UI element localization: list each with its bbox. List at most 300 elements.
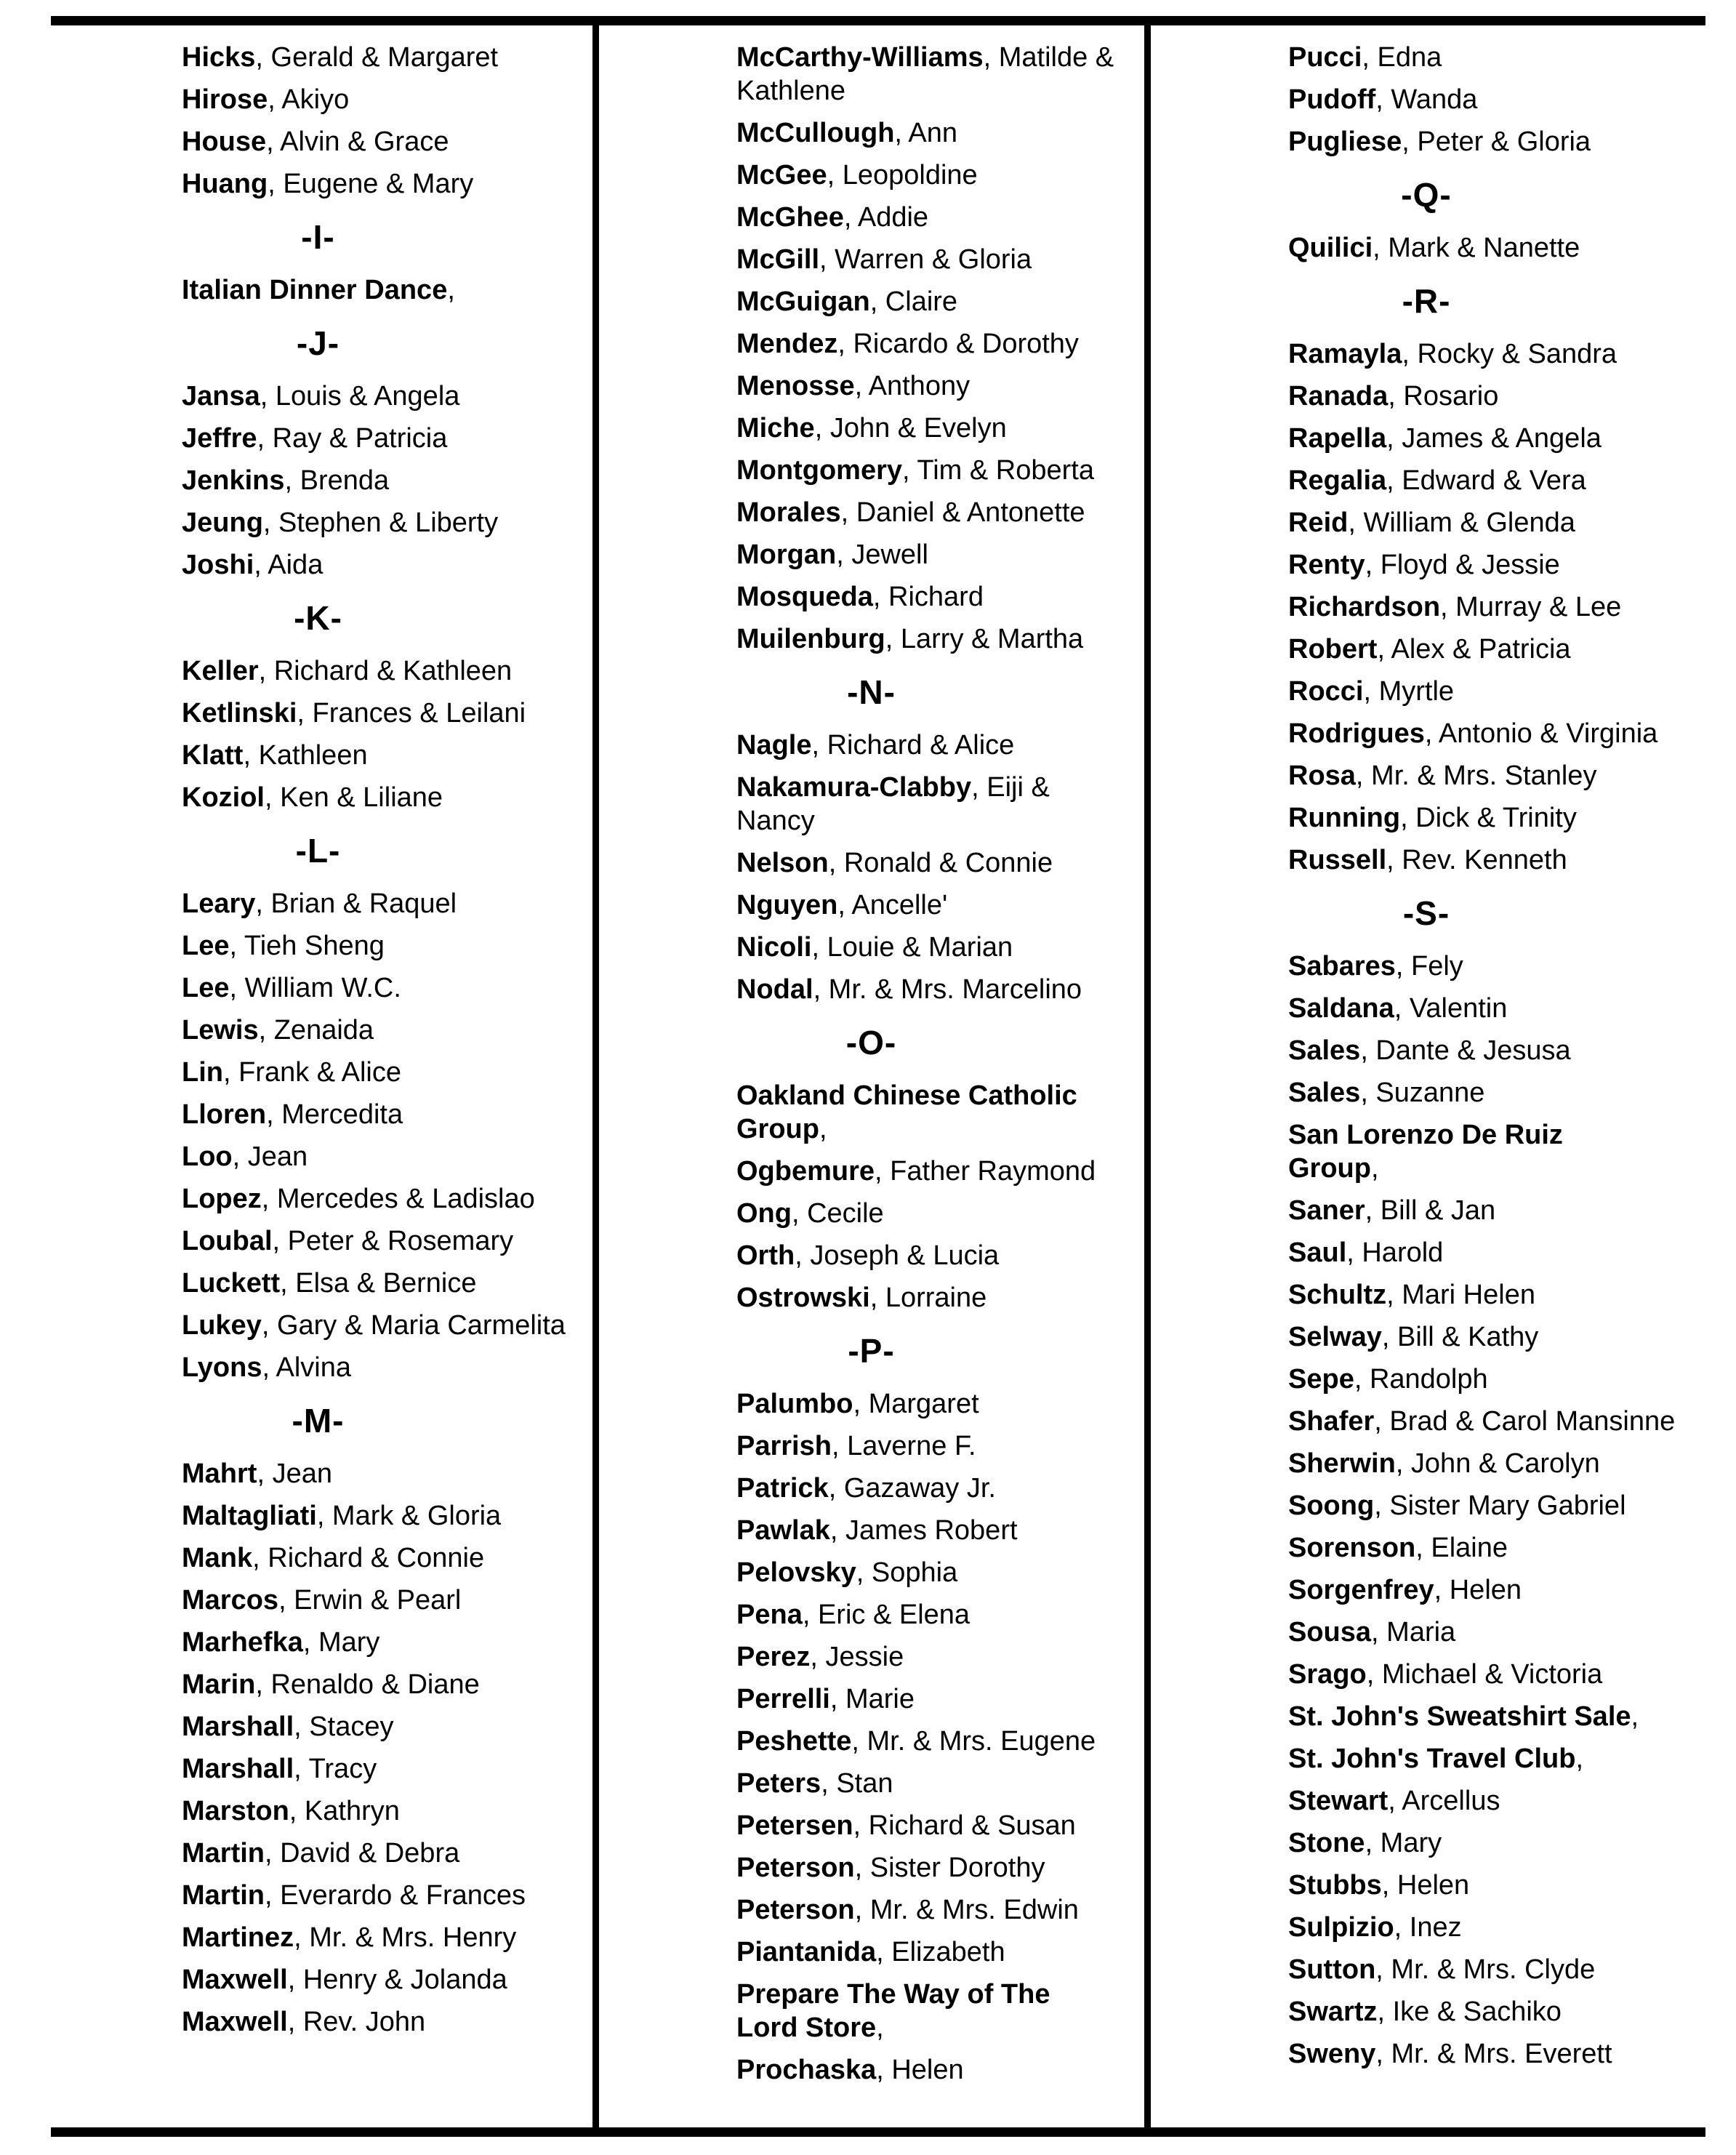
entry-surname: Lin [182, 1057, 223, 1088]
entry-surname: McGhee [736, 202, 844, 233]
directory-entry [44, 887, 592, 920]
entry-first-names: , Gazaway Jr. [828, 1473, 996, 1504]
entry-line [736, 2053, 1144, 2087]
entry-first-names: , Harold [1346, 1237, 1444, 1268]
entry-first-names: , Richard & Connie [252, 1543, 485, 1573]
entry-first-names-wrap: Kathlene [736, 76, 846, 106]
directory-entry [44, 464, 592, 497]
entry-first-names: , Father Raymond [875, 1156, 1096, 1187]
entry-surname: Sousa [1288, 1617, 1372, 1648]
directory-entry [598, 1640, 1144, 1674]
directory-entry [598, 1472, 1144, 1505]
entry-first-names: , Richard & Kathleen [258, 656, 513, 686]
entry-first-names: , Ken & Liliane [264, 782, 443, 813]
entry-first-names: , Edna [1362, 42, 1442, 73]
entry-surname: Nagle [736, 730, 812, 761]
entry-line [736, 116, 1144, 150]
directory-entry [598, 1767, 1144, 1800]
entry-line [736, 1851, 1144, 1885]
entry-surname: Sales [1288, 1078, 1361, 1108]
entry-line [182, 1267, 592, 1300]
directory-entry [598, 580, 1144, 614]
entry-line [1288, 1278, 1703, 1312]
entry-first-names: , Tieh Sheng [229, 931, 385, 961]
entry-surname: Pawlak [736, 1515, 830, 1546]
entry-first-names: , Gerald & Margaret [255, 42, 499, 73]
entry-surname: Nodal [736, 974, 813, 1005]
entry-first-names: , Mary [1365, 1828, 1442, 1858]
entry-first-names: , Mr. & Mrs. Eugene [851, 1726, 1096, 1757]
entry-surname: Palumbo [736, 1389, 853, 1419]
entry-surname: Peterson [736, 1895, 855, 1925]
directory-entry [598, 846, 1144, 880]
entry-first-names: , Kathleen [243, 740, 368, 771]
entry-surname: Perrelli [736, 1684, 830, 1714]
directory-entry [598, 369, 1144, 403]
entry-line [736, 1239, 1144, 1272]
entry-first-names: , Inez [1394, 1912, 1462, 1943]
entry-line [182, 1626, 592, 1659]
entry-line [1288, 590, 1703, 624]
entry-line [1288, 843, 1703, 877]
entry-first-names: , Leopoldine [827, 160, 978, 190]
directory-entry [1150, 1363, 1703, 1396]
entry-line [736, 538, 1144, 571]
entry-surname: Huang [182, 169, 268, 199]
directory-entry [598, 1387, 1144, 1421]
directory-entry [1150, 464, 1703, 497]
entry-surname: Maxwell [182, 1965, 288, 1995]
entry-first-names: , Laverne F. [831, 1431, 976, 1461]
directory-entry [44, 1837, 592, 1870]
entry-surname: Sutton [1288, 1954, 1376, 1985]
entry-first-names: , Sophia [856, 1557, 958, 1588]
entry-line [182, 1584, 592, 1617]
entry-line [1288, 1616, 1703, 1649]
directory-entry [44, 1710, 592, 1743]
entry-surname: Martin [182, 1880, 265, 1911]
directory-entry [1150, 1573, 1703, 1607]
entry-line [1288, 717, 1703, 750]
entry-surname: Loo [182, 1141, 233, 1172]
directory-entry [598, 771, 1144, 838]
entry-first-names: , Fely [1395, 951, 1463, 982]
entry-line [182, 781, 592, 814]
entry-surname: Hirose [182, 84, 268, 115]
directory-entry [598, 1851, 1144, 1885]
directory-entry [598, 285, 1144, 318]
entry-surname: Sulpizio [1288, 1912, 1394, 1943]
entry-surname: Perez [736, 1642, 811, 1672]
group-entry [1150, 1118, 1703, 1185]
directory-entry [598, 931, 1144, 964]
entry-line [1288, 1447, 1703, 1480]
entry-surname: Srago [1288, 1659, 1367, 1690]
entry-line [1288, 1573, 1703, 1607]
directory-entry [1150, 1034, 1703, 1067]
entry-surname: Lewis [182, 1015, 259, 1046]
entry-surname: Joshi [182, 550, 254, 580]
entry-surname: Maltagliati [182, 1501, 317, 1531]
entry-surname: Hicks [182, 42, 256, 73]
entry-first-names: , Alvina [262, 1352, 352, 1383]
entry-surname: Selway [1288, 1322, 1382, 1352]
entry-first-names: , Rocky & Sandra [1402, 339, 1618, 369]
directory-entry [44, 1584, 592, 1617]
entry-line [736, 454, 1144, 487]
group-name-line: St. John's Sweatshirt Sale, [1288, 1701, 1639, 1732]
entry-surname: Miche [736, 413, 815, 444]
directory-entry [598, 1682, 1144, 1716]
entry-first-names: , Elizabeth [876, 1937, 1005, 1967]
entry-first-names: , Stephen & Liberty [262, 507, 499, 538]
entry-first-names: , Ray & Patricia [257, 423, 448, 454]
entry-first-names: , Dante & Jesusa [1360, 1035, 1571, 1066]
entry-surname: Nelson [736, 848, 829, 878]
directory-entry [44, 971, 592, 1005]
directory-entry [44, 1668, 592, 1701]
entry-surname: Saner [1288, 1195, 1365, 1226]
entry-line [1288, 992, 1703, 1025]
directory-entry [1150, 83, 1703, 116]
entry-line [182, 41, 592, 74]
entry-first-names: , Anthony [854, 371, 971, 401]
entry-surname: Nguyen [736, 890, 838, 920]
entry-first-names: , Ancelle' [837, 890, 948, 920]
entry-first-names: , Mr. & Mrs. Everett [1375, 2039, 1612, 2069]
entry-first-names: , Gary & Maria Carmelita [261, 1310, 566, 1341]
directory-entry [598, 538, 1144, 571]
entry-line [1288, 548, 1703, 582]
entry-surname: Renty [1288, 550, 1365, 580]
section-header: -M- [292, 1402, 345, 1440]
entry-first-names: , Ann [894, 118, 958, 148]
entry-line [736, 1387, 1144, 1421]
entry-first-names: , Jean [232, 1141, 308, 1172]
directory-entry [44, 1752, 592, 1786]
entry-line [182, 887, 592, 920]
entry-line [182, 1224, 592, 1258]
entry-first-names: , Mr. & Mrs. Clyde [1375, 1954, 1596, 1985]
entry-surname: Parrish [736, 1431, 832, 1461]
entry-surname: Rocci [1288, 676, 1364, 707]
entry-surname: Pudoff [1288, 84, 1376, 115]
entry-line [182, 83, 592, 116]
entry-surname: Pugliese [1288, 127, 1402, 157]
directory-entry [598, 201, 1144, 234]
entry-surname: Sabares [1288, 951, 1396, 982]
entry-first-names: , Richard & Alice [811, 730, 1015, 761]
entry-line [182, 1014, 592, 1047]
entry-surname: Marhefka [182, 1627, 303, 1658]
entry-first-names: , Peter & Rosemary [272, 1226, 514, 1256]
entry-surname: Marshall [182, 1754, 294, 1784]
entry-surname: Muilenburg [736, 624, 885, 654]
entry-line [1288, 1531, 1703, 1565]
entry-line [736, 369, 1144, 403]
entry-surname: Russell [1288, 845, 1387, 875]
entry-surname: Orth [736, 1240, 795, 1271]
section-header: -J- [296, 324, 340, 362]
entry-line [1288, 1236, 1703, 1269]
group-name-line: Group, [1288, 1153, 1379, 1184]
entry-line [1288, 1363, 1703, 1396]
section-header: -P- [848, 1332, 895, 1370]
entry-line [1288, 337, 1703, 371]
entry-first-names: , Renaldo & Diane [255, 1669, 480, 1700]
group-name-line: Italian Dinner Dance, [182, 275, 455, 305]
entry-line [182, 1140, 592, 1173]
entry-first-names: , Myrtle [1363, 676, 1455, 707]
directory-entry [598, 158, 1144, 192]
entry-first-names: , Stan [821, 1768, 893, 1799]
directory-entry [598, 1239, 1144, 1272]
entry-line [736, 1640, 1144, 1674]
entry-line [1288, 1489, 1703, 1522]
entry-first-names: , Floyd & Jessie [1365, 550, 1560, 580]
entry-first-names: , Tim & Roberta [902, 455, 1094, 486]
directory-entry [1150, 1869, 1703, 1902]
entry-surname: Pena [736, 1600, 803, 1630]
entry-line [1288, 759, 1703, 792]
entry-first-names: , Alex & Patricia [1377, 634, 1571, 665]
directory-entry [1150, 950, 1703, 983]
entry-line [182, 422, 592, 455]
entry-surname: Rodrigues [1288, 718, 1425, 749]
group-entry [598, 1079, 1144, 1146]
entry-line [736, 1598, 1144, 1632]
entry-surname: Sherwin [1288, 1448, 1396, 1479]
entry-line [736, 729, 1144, 762]
directory-entry [1150, 1531, 1703, 1565]
entry-surname: Luckett [182, 1268, 281, 1299]
entry-line [1288, 1034, 1703, 1067]
entry-surname: Saldana [1288, 993, 1394, 1024]
entry-first-names: , Bill & Jan [1365, 1195, 1496, 1226]
directory-entry [598, 1598, 1144, 1632]
entry-first-names: , Brenda [284, 465, 390, 496]
entry-first-names: , Henry & Jolanda [287, 1965, 507, 1995]
entry-line [736, 1155, 1144, 1188]
entry-surname: Lloren [182, 1099, 267, 1130]
directory-entry [1150, 337, 1703, 371]
directory-entry [598, 1893, 1144, 1927]
entry-surname: Quilici [1288, 233, 1373, 263]
entry-first-names: , Helen [1381, 1870, 1470, 1901]
directory-entry [598, 1935, 1144, 1969]
entry-surname: Schultz [1288, 1280, 1387, 1310]
directory-entry [598, 622, 1144, 656]
entry-line [1288, 125, 1703, 158]
directory-entry [1150, 633, 1703, 666]
group-entry [1150, 1700, 1703, 1733]
directory-entry [1150, 41, 1703, 74]
entry-line [182, 1794, 592, 1828]
entry-surname: Rosa [1288, 761, 1356, 791]
section-header: -O- [845, 1024, 897, 1062]
entry-line [736, 1809, 1144, 1842]
entry-first-names: , Jewell [836, 539, 928, 570]
entry-first-names: , Murray & Lee [1440, 592, 1622, 622]
group-name-line: St. John's Travel Club, [1288, 1743, 1584, 1774]
directory-entry [598, 729, 1144, 762]
entry-first-names: , Larry & Martha [885, 624, 1084, 654]
entry-line [182, 506, 592, 539]
entry-first-names: , Frank & Alice [222, 1057, 401, 1088]
entry-first-names: , Louis & Angela [260, 381, 460, 412]
entry-line [182, 125, 592, 158]
entry-surname: Sepe [1288, 1364, 1354, 1394]
entry-surname: Reid [1288, 507, 1349, 538]
entry-first-names: , Sister Mary Gabriel [1374, 1490, 1626, 1521]
entry-first-names: , Ike & Sachiko [1377, 1997, 1562, 2027]
entry-surname: Patrick [736, 1473, 829, 1504]
entry-surname: Piantanida [736, 1937, 877, 1967]
entry-surname: McGee [736, 160, 827, 190]
directory-entry [1150, 1236, 1703, 1269]
directory-entry [1150, 2037, 1703, 2071]
entry-first-names: , William W.C. [229, 973, 401, 1003]
entry-line [182, 167, 592, 201]
directory-entry [1150, 1616, 1703, 1649]
entry-line [736, 158, 1144, 192]
directory-entry [1150, 590, 1703, 624]
directory-entry [1150, 1405, 1703, 1438]
entry-surname: Lukey [182, 1310, 262, 1341]
directory-entry [598, 1155, 1144, 1188]
entry-first-names: , Helen [1434, 1575, 1522, 1605]
directory-entry [1150, 1278, 1703, 1312]
entry-first-names: , Jessie [810, 1642, 904, 1672]
entry-line [1288, 1911, 1703, 1944]
entry-line [736, 931, 1144, 964]
entry-line [1288, 2037, 1703, 2071]
section-header: -S- [1402, 894, 1450, 932]
entry-line [1288, 422, 1703, 455]
directory-entry [44, 1879, 592, 1912]
entry-surname: Peterson [736, 1853, 855, 1883]
directory-entry [44, 548, 592, 582]
directory-entry [1150, 1489, 1703, 1522]
entry-surname: McCullough [736, 118, 895, 148]
entry-surname: Shafer [1288, 1406, 1375, 1437]
entry-line [736, 412, 1144, 445]
entry-first-names: , Suzanne [1360, 1078, 1485, 1108]
entry-first-names: , Kathryn [289, 1796, 400, 1826]
entry-first-names: , Rosario [1388, 381, 1499, 412]
directory-entry [1150, 1826, 1703, 1860]
entry-line [1288, 41, 1703, 74]
entry-first-names: , Richard [872, 582, 984, 612]
entry-first-names: , Mr. & Mrs. Marcelino [813, 974, 1082, 1005]
entry-line [1288, 1320, 1703, 1354]
entry-first-names: , Brad & Carol Mansinne [1374, 1406, 1676, 1437]
directory-entry [44, 1499, 592, 1533]
entry-surname: Marshall [182, 1711, 294, 1742]
group-entry [1150, 1742, 1703, 1775]
entry-surname: Sorenson [1288, 1533, 1416, 1563]
entry-surname: Swartz [1288, 1997, 1378, 2027]
column-3 [1150, 41, 1703, 2079]
entry-line [1288, 464, 1703, 497]
entry-first-names: , Tracy [294, 1754, 377, 1784]
entry-surname: Pelovsky [736, 1557, 856, 1588]
entry-line [182, 1710, 592, 1743]
entry-surname: McGuigan [736, 286, 870, 317]
directory-entry [598, 412, 1144, 445]
entry-surname: Sales [1288, 1035, 1361, 1066]
entry-surname: Stubbs [1288, 1870, 1382, 1901]
section-header: -N- [847, 673, 896, 711]
directory-entry [44, 1457, 592, 1490]
entry-first-names: , Mr. & Mrs. Stanley [1355, 761, 1597, 791]
entry-surname: Jeffre [182, 423, 257, 454]
directory-entry [1150, 717, 1703, 750]
entry-first-names: , Mary [302, 1627, 380, 1658]
entry-surname: Peshette [736, 1726, 852, 1757]
entry-surname: Maxwell [182, 2007, 288, 2037]
entry-surname: Loubal [182, 1226, 273, 1256]
entry-first-names: , Lorraine [869, 1283, 987, 1313]
entry-line [736, 1893, 1144, 1927]
entry-surname: Mendez [736, 329, 838, 359]
entry-surname: Ketlinski [182, 698, 297, 729]
directory-entry [1150, 1320, 1703, 1354]
directory-entry [44, 41, 592, 74]
entry-line [736, 243, 1144, 276]
directory-entry [1150, 548, 1703, 582]
entry-surname: House [182, 127, 267, 157]
entry-line [736, 285, 1144, 318]
directory-entry [1150, 1953, 1703, 1986]
entry-surname: Saul [1288, 1237, 1347, 1268]
entry-first-names: , Cecile [791, 1198, 884, 1229]
directory-entry [44, 380, 592, 413]
directory-entry [1150, 843, 1703, 877]
directory-entry [1150, 1194, 1703, 1227]
entry-first-names: , Valentin [1394, 993, 1508, 1024]
entry-surname: Marston [182, 1796, 289, 1826]
directory-entry [598, 1556, 1144, 1589]
directory-entry [44, 697, 592, 730]
group-name-line: Oakland Chinese Catholic [736, 1080, 1077, 1111]
entry-surname: Martinez [182, 1922, 294, 1953]
entry-line [1288, 950, 1703, 983]
entry-line [182, 1056, 592, 1089]
directory-entry [44, 422, 592, 455]
entry-line [736, 1682, 1144, 1716]
entry-surname: Ostrowski [736, 1283, 870, 1313]
directory-entry [1150, 1076, 1703, 1109]
section-header: -R- [1402, 282, 1451, 320]
entry-line [736, 1725, 1144, 1758]
entry-line [1288, 1869, 1703, 1902]
entry-line [736, 1935, 1144, 1969]
entry-line [1288, 801, 1703, 835]
directory-entry [44, 1541, 592, 1575]
top-rule [51, 16, 1705, 25]
entry-line [182, 1098, 592, 1131]
entry-line [736, 1556, 1144, 1589]
entry-line [736, 580, 1144, 614]
entry-surname: Mosqueda [736, 582, 873, 612]
entry-first-names: , Brian & Raquel [255, 888, 457, 919]
entry-line [736, 1197, 1144, 1230]
entry-surname: Jeung [182, 507, 263, 538]
entry-surname: Richardson [1288, 592, 1441, 622]
entry-first-names: , Stacey [294, 1711, 394, 1742]
entry-first-names: , Everardo & Frances [265, 1880, 526, 1911]
